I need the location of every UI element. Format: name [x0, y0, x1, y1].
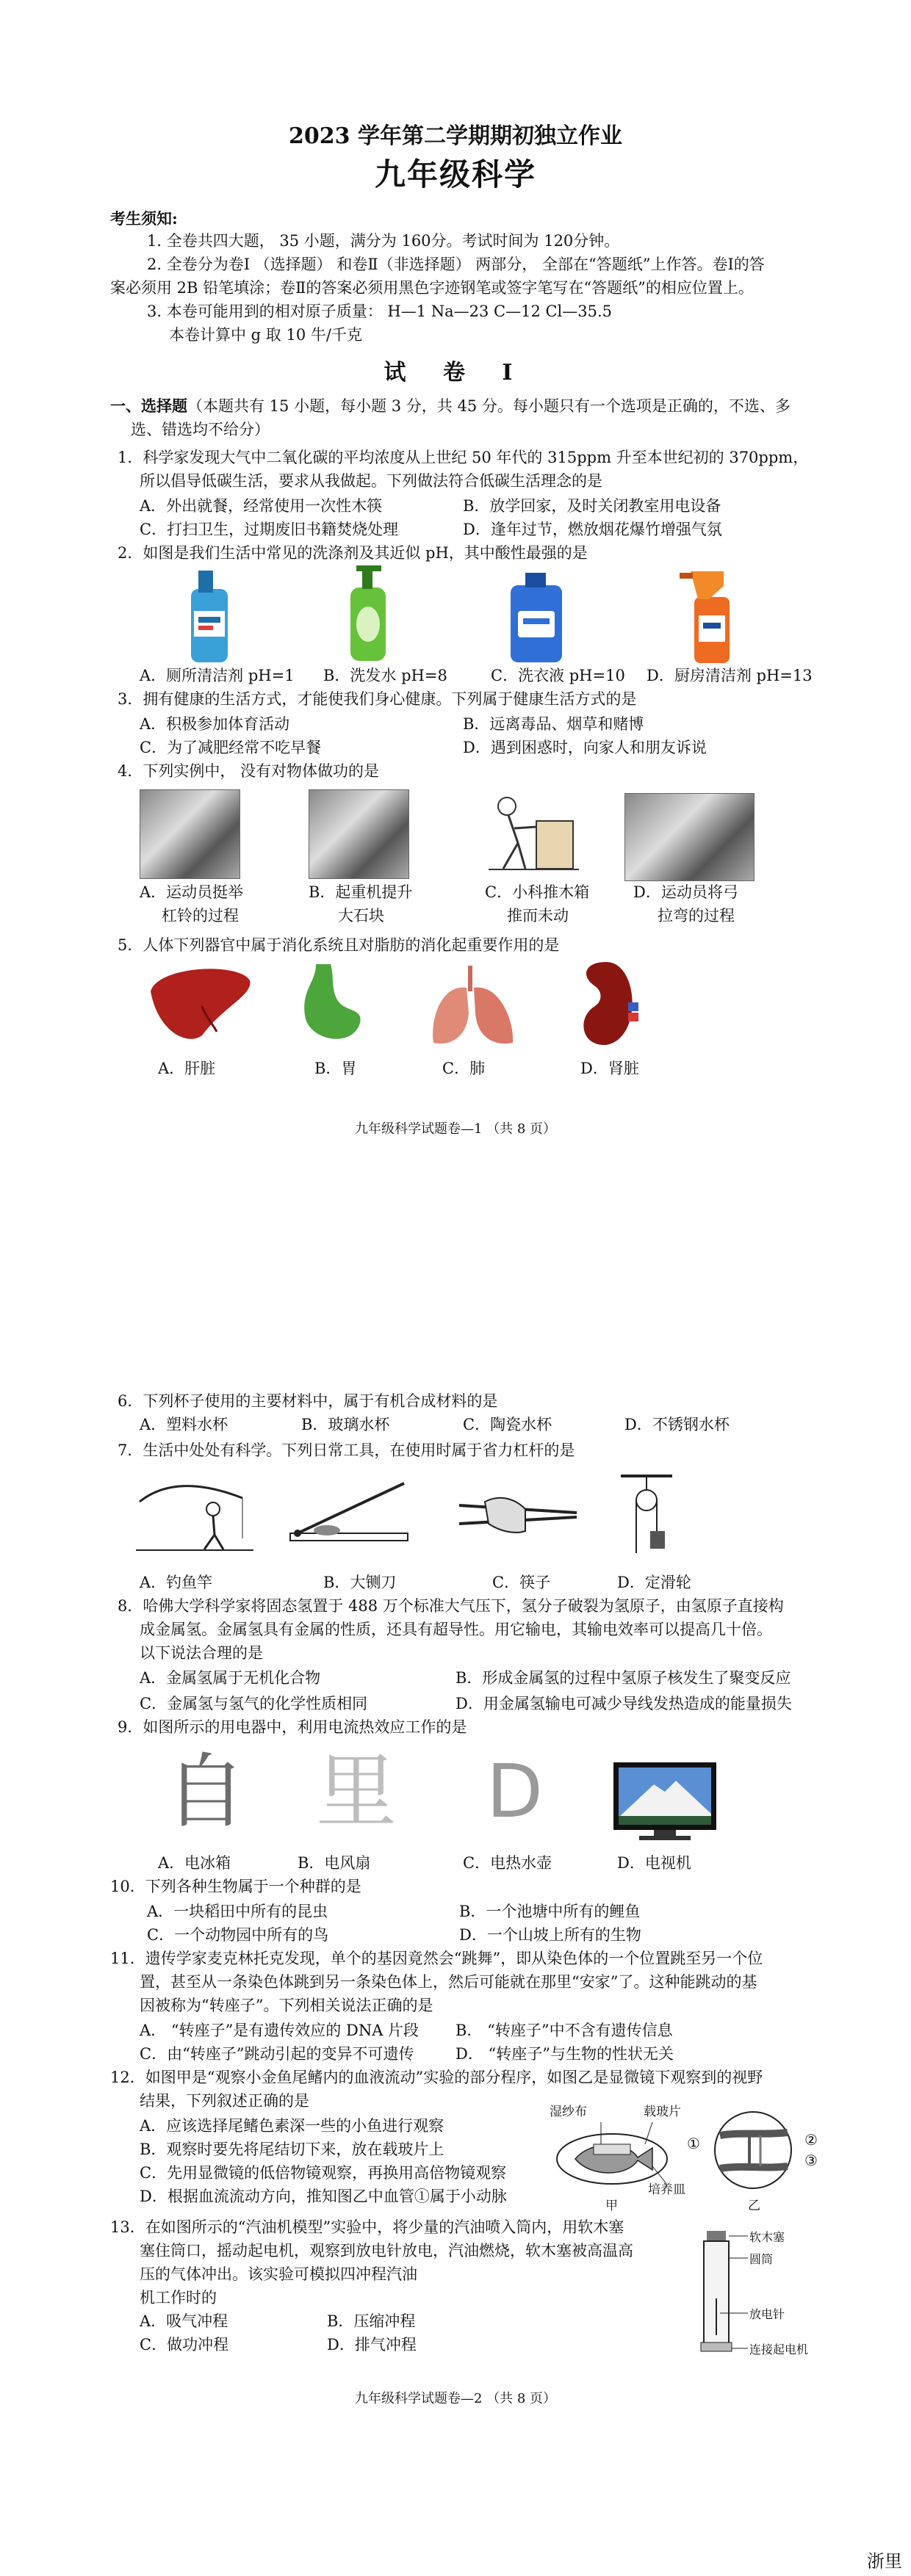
- q10-option-d: D．一个山坡上所有的生物: [459, 1926, 641, 1944]
- q12-stem: 结果，下列叙述正确的是: [140, 2092, 309, 2110]
- q13-option-d: D．排气冲程: [327, 2336, 417, 2354]
- q11-option-a: A． “转座子”是有遗传效应的 DNA 片段: [140, 2022, 420, 2039]
- q8-stem: 8．哈佛大学科学家将固态氢置于 488 万个标准大气压下，氢分子破裂为氢原子，由氢原子直接构: [118, 1597, 784, 1615]
- q8-stem: 以下说法合理的是: [140, 1644, 263, 1662]
- blood-vessel-view: [705, 2106, 801, 2194]
- q4-option-c-line2: 推而未动: [507, 907, 569, 925]
- q12-option-b: B．观察时要先将尾结切下来，放在载玻片上: [140, 2141, 444, 2158]
- notes-heading: 考生须知:: [110, 209, 178, 228]
- q6-option-a: A．塑料水杯: [140, 1416, 228, 1433]
- q6-option-b: B．玻璃水杯: [301, 1416, 390, 1433]
- notes-item: 3. 本卷可能用到的相对原子质量： H—1 Na—23 C—12 Cl—35.5: [147, 303, 613, 320]
- q7-stem: 7．生活中处处有科学。下列日常工具，在使用时属于省力杠杆的是: [118, 1441, 575, 1459]
- toilet-cleaner-image: [176, 567, 242, 666]
- label-jia: 甲: [605, 2199, 618, 2213]
- q12-stem: 12．如图甲是“观察小金鱼尾鳍内的血液流动”实验的部分程序，如图乙是显微镜下观察到的视野: [110, 2069, 763, 2086]
- q7-option-d: D．定滑轮: [617, 1574, 691, 1591]
- section1-desc-line2: 选、错选均不给分）: [131, 421, 270, 438]
- q11-option-c: C．由“转座子”跳动引起的变异不可遗传: [140, 2045, 414, 2063]
- q2-option-a: A．厕所清洁剂 pH=1: [140, 667, 295, 684]
- q12-option-d: D．根据血流流动方向，推知图乙中血管①属于小动脉: [140, 2188, 507, 2205]
- pushing-box-drawing: [485, 792, 580, 878]
- q9-stem: 9．如图所示的用电器中，利用电流热效应工作的是: [118, 1718, 467, 1736]
- corner-watermark: 浙里: [867, 2551, 902, 2572]
- kidney-image: [569, 958, 650, 1050]
- q11-stem: 11．遗传学家麦克林托克发现，单个的基因竟然会“跳舞”，即从染色体的一个位置跳至另一个位: [110, 1950, 763, 1967]
- q3-option-b: B．远离毒品、烟草和赌博: [463, 715, 644, 733]
- fan-glyph-image: 里: [316, 1745, 397, 1839]
- section1-desc-line1: （本题共有 15 小题，每小题 3 分，共 45 分。每小题只有一个选项是正确的，不选、多: [187, 397, 791, 415]
- label-tube: 圆筒: [749, 2252, 774, 2266]
- lungs-image: [426, 962, 522, 1050]
- label-needle: 放电针: [749, 2307, 785, 2321]
- chopsticks-drawing: [455, 1491, 580, 1542]
- q3-option-a: A．积极参加体育活动: [140, 715, 290, 733]
- q4-option-d-line2: 拉弯的过程: [658, 907, 735, 925]
- q4-stem: 4．下列实例中， 没有对物体做功的是: [118, 762, 380, 780]
- label-slide: 载玻片: [644, 2105, 681, 2119]
- q9-option-c: C．电热水壶: [463, 1854, 552, 1872]
- weightlifter-photo: [140, 789, 240, 879]
- q5-option-b: B．胃: [314, 1060, 357, 1077]
- label-cork: 软木塞: [749, 2230, 785, 2244]
- label-vessel-2: ②: [804, 2131, 818, 2149]
- q13-stem: 塞住筒口，摇动起电机，观察到放电针放电，汽油燃烧，软木塞被高温高: [140, 2242, 633, 2260]
- q13-stem: 机工作时的: [140, 2289, 217, 2307]
- q2-option-b: B．洗发水 pH=8: [323, 667, 447, 684]
- q4-option-c: C．小科推木箱: [485, 883, 590, 901]
- notes-item: 2. 全卷分为卷Ⅰ （选择题） 和卷Ⅱ（非选择题） 两部分， 全部在“答题纸”上作答。卷Ⅰ的答: [147, 256, 765, 273]
- q8-option-c: C．金属氢与氢气的化学性质相同: [140, 1695, 368, 1712]
- notes-item: 1. 全卷共四大题， 35 小题，满分为 160分。考试时间为 120分钟。: [147, 232, 620, 250]
- q6-option-d: D．不锈钢水杯: [624, 1416, 730, 1433]
- q8-stem: 成金属氢。金属氢具有金属的性质，还具有超导性。用它输电，其输电效率可以提高几十倍。: [140, 1621, 772, 1638]
- q7-option-c: C．筷子: [492, 1574, 551, 1591]
- q3-stem: 3．拥有健康的生活方式，才能使我们身心健康。下列属于健康生活方式的是: [118, 690, 637, 708]
- q8-option-d: D．用金属氢输电可减少导线发热造成的能量损失: [455, 1695, 792, 1712]
- q13-stem: 压的气体冲出。该实验可模拟四冲程汽油: [140, 2265, 417, 2283]
- q5-option-a: A．肝脏: [158, 1060, 216, 1077]
- label-vessel-1: ①: [687, 2135, 700, 2152]
- q10-option-c: C．一个动物园中所有的鸟: [147, 1926, 329, 1944]
- guillotine-cutter-drawing: [283, 1476, 415, 1553]
- label-yi: 乙: [748, 2199, 760, 2213]
- page-footer-2: 九年级科学试题卷—2 （共 8 页）: [354, 2391, 557, 2406]
- q5-option-c: C．肺: [442, 1060, 486, 1077]
- q3-option-d: D．遇到困惑时，向家人和朋友诉说: [463, 739, 707, 756]
- q2-stem: 2．如图是我们生活中常见的洗涤剂及其近似 pH，其中酸性最强的是: [118, 544, 588, 562]
- q13-option-c: C．做功冲程: [140, 2336, 229, 2354]
- label-generator: 连接起电机: [749, 2342, 809, 2356]
- q4-option-b-line2: 大石块: [338, 907, 384, 925]
- q1-stem: 1．科学家发现大气中二氧化碳的平均浓度从上世纪 50 年代的 315ppm 升至本世纪初的 370ppm，: [118, 449, 809, 466]
- q4-option-d: D．运动员将弓: [633, 883, 738, 901]
- fixed-pulley-drawing: [613, 1472, 680, 1557]
- q9-option-b: B．电风扇: [298, 1854, 371, 1872]
- stomach-image: [294, 960, 367, 1052]
- notes-item: 本卷计算中 g 取 10 牛/千克: [169, 326, 362, 344]
- q13-stem: 13．在如图所示的“汽油机模型”实验中，将少量的汽油喷入筒内，用软木塞: [110, 2218, 624, 2236]
- exam-title-line1: 2023 学年第二学期期初独立作业: [289, 123, 622, 149]
- q1-stem: 所以倡导低碳生活，要求从我做起。下列做法符合低碳生活理念的是: [140, 472, 602, 490]
- television-image: [610, 1759, 720, 1843]
- label-wet-gauze: 湿纱布: [550, 2105, 587, 2119]
- q13-option-a: A．吸气冲程: [140, 2312, 228, 2330]
- q13-option-b: B．压缩冲程: [327, 2312, 416, 2330]
- q7-option-b: B．大铡刀: [323, 1574, 397, 1591]
- q1-option-d: D．逢年过节，燃放烟花爆竹增强气氛: [463, 521, 722, 538]
- q1-option-c: C．打扫卫生，过期废旧书籍焚烧处理: [140, 521, 399, 538]
- q10-option-b: B．一个池塘中所有的鲤鱼: [459, 1903, 641, 1920]
- fridge-glyph-image: 自: [165, 1745, 246, 1839]
- q7-option-a: A．钓鱼竿: [140, 1574, 213, 1591]
- notes-item: 案必须用 2B 铅笔填涂；卷Ⅱ的答案必须用黑色字迹钢笔或签字笔写在“答题纸”的相应位置上。: [110, 279, 754, 297]
- q12-option-c: C．先用显微镜的低倍物镜观察，再换用高倍物镜观察: [140, 2164, 507, 2182]
- laundry-detergent-image: [500, 567, 573, 666]
- section1-label: 一、选择题: [110, 397, 187, 415]
- liver-image: [143, 962, 253, 1046]
- kitchen-cleaner-image: [672, 564, 746, 667]
- archer-photo: [624, 793, 755, 881]
- q8-option-a: A．金属氢属于无机化合物: [140, 1669, 321, 1687]
- q11-option-b: B． “转座子”中不含有遗传信息: [455, 2022, 673, 2039]
- q4-option-a: A．运动员挺举: [140, 883, 244, 901]
- q1-option-a: A．外出就餐，经常使用一次性木筷: [140, 497, 383, 515]
- q5-option-d: D．肾脏: [580, 1060, 639, 1077]
- q6-stem: 6．下列杯子使用的主要材料中，属于有机合成材料的是: [118, 1392, 498, 1410]
- q4-option-a-line2: 杠铃的过程: [162, 907, 239, 925]
- kettle-glyph-image: D: [486, 1748, 544, 1834]
- q10-stem: 10．下列各种生物属于一个种群的是: [110, 1878, 361, 1895]
- q10-option-a: A．一块稻田中所有的昆虫: [147, 1903, 328, 1920]
- label-vessel-3: ③: [804, 2152, 818, 2169]
- q12-option-a: A．应该选择尾鳍色素深一些的小鱼进行观察: [140, 2117, 444, 2135]
- q9-option-a: A．电冰箱: [158, 1854, 231, 1872]
- q2-option-c: C．洗衣液 pH=10: [491, 667, 625, 684]
- crane-photo: [309, 789, 409, 879]
- q8-option-b: B．形成金属氢的过程中氢原子核发生了聚变反应: [455, 1669, 791, 1687]
- q9-option-d: D．电视机: [617, 1854, 691, 1872]
- label-dish: 培养皿: [648, 2182, 685, 2197]
- fishing-rod-drawing: [132, 1472, 257, 1553]
- q3-option-c: C．为了减肥经常不吃早餐: [140, 739, 322, 756]
- gasoline-engine-model: [691, 2225, 749, 2365]
- q1-option-b: B．放学回家，及时关闭教室用电设备: [463, 497, 721, 515]
- exam-title-line2: 九年级科学: [374, 156, 536, 192]
- shampoo-image: [334, 562, 400, 665]
- q4-option-b: B．起重机提升: [309, 883, 413, 901]
- section1-desc: [110, 395, 791, 417]
- q5-stem: 5．人体下列器官中属于消化系统且对脂肪的消化起重要作用的是: [118, 936, 560, 954]
- page-footer-1: 九年级科学试题卷—1 （共 8 页）: [354, 1121, 557, 1137]
- q2-option-d: D．厨房清洁剂 pH=13: [647, 667, 813, 684]
- section-title: 试 卷 Ⅰ: [384, 360, 527, 386]
- q6-option-c: C．陶瓷水杯: [463, 1416, 552, 1433]
- q11-stem: 置，甚至从一条染色体跳到另一条染色体上，然后可能就在那里“安家”了。这种能跳动的基: [140, 1973, 757, 1991]
- q11-stem: 因被称为“转座子”。下列相关说法正确的是: [140, 1997, 433, 2014]
- q11-option-d: D． “转座子”与生物的性状无关: [455, 2045, 674, 2063]
